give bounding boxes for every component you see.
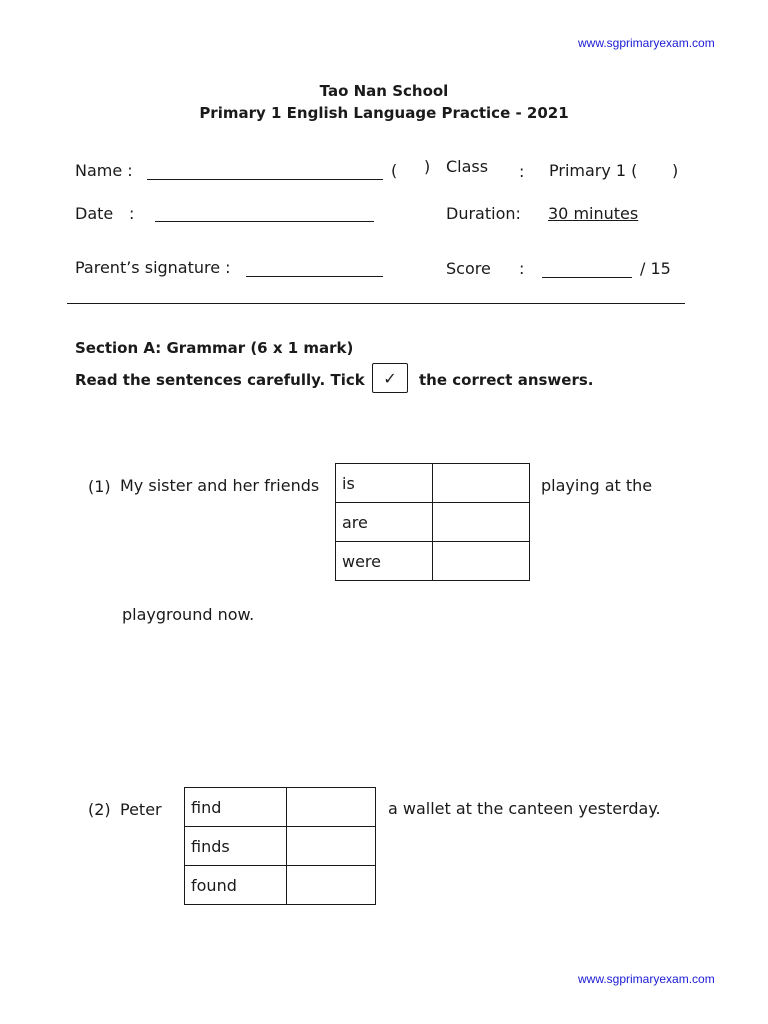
score-total: / 15 xyxy=(640,259,671,278)
question-2-tick-box[interactable] xyxy=(287,827,376,866)
question-2-option-row xyxy=(185,827,376,866)
question-1-text-before: My sister and her friends xyxy=(120,476,320,495)
header-divider xyxy=(67,303,685,304)
name-label: Name : xyxy=(75,161,133,180)
question-2-text-after: a wallet at the canteen yesterday. xyxy=(388,799,661,818)
question-1-number: (1) xyxy=(88,477,111,496)
school-name: Tao Nan School xyxy=(319,82,449,100)
duration-label: Duration: xyxy=(446,204,521,223)
watermark-link-bottom[interactable]: www.sgprimaryexam.com xyxy=(578,972,715,986)
duration-value: 30 minutes xyxy=(548,204,639,223)
question-1-option-row xyxy=(336,542,530,581)
score-line[interactable] xyxy=(542,277,632,278)
tick-example-box xyxy=(372,363,408,393)
question-2-option-row xyxy=(185,788,376,827)
question-1-option-row xyxy=(336,464,530,503)
tick-icon: ✓ xyxy=(383,368,397,388)
question-2-tick-box[interactable] xyxy=(287,866,376,905)
question-2-option-row xyxy=(185,866,376,905)
class-value: Primary 1 ( xyxy=(549,161,638,180)
name-paren-close: ) xyxy=(424,157,431,176)
date-line[interactable] xyxy=(155,221,374,222)
class-paren-close: ) xyxy=(672,161,679,180)
question-2-number: (2) xyxy=(88,800,111,819)
name-line[interactable] xyxy=(147,179,383,180)
instruction-text-after: the correct answers. xyxy=(419,371,594,389)
watermark-link-top[interactable]: www.sgprimaryexam.com xyxy=(578,36,715,50)
question-2-choices xyxy=(184,787,376,905)
question-2-option-label: found xyxy=(185,866,287,905)
score-label: Score xyxy=(446,259,491,278)
question-1-tick-box[interactable] xyxy=(433,542,530,581)
parent-signature-line[interactable] xyxy=(246,276,383,277)
question-1-continuation: playground now. xyxy=(122,605,255,624)
question-1-option-row xyxy=(336,503,530,542)
score-colon: : xyxy=(519,259,525,278)
question-1-text-after: playing at the xyxy=(541,476,653,495)
question-1-tick-box[interactable] xyxy=(433,503,530,542)
class-label: Class xyxy=(446,157,489,176)
question-1-option-label: were xyxy=(336,542,433,581)
question-1-choices xyxy=(335,463,530,581)
parent-signature-label: Parent’s signature : xyxy=(75,258,231,277)
paper-title: Primary 1 English Language Practice - 2021 xyxy=(199,104,569,122)
question-2-option-label: find xyxy=(185,788,287,827)
question-2-text-before: Peter xyxy=(120,800,162,819)
question-1-tick-box[interactable] xyxy=(433,464,530,503)
instruction-text-before: Read the sentences carefully. Tick xyxy=(75,371,365,389)
question-2-tick-box[interactable] xyxy=(287,788,376,827)
date-colon: : xyxy=(129,204,135,223)
name-paren-open: ( xyxy=(391,161,398,180)
question-2-option-label: finds xyxy=(185,827,287,866)
question-1-option-label: are xyxy=(336,503,433,542)
class-colon: : xyxy=(519,162,525,181)
date-label: Date xyxy=(75,204,114,223)
section-a-heading: Section A: Grammar (6 x 1 mark) xyxy=(75,339,354,357)
question-1-option-label: is xyxy=(336,464,433,503)
